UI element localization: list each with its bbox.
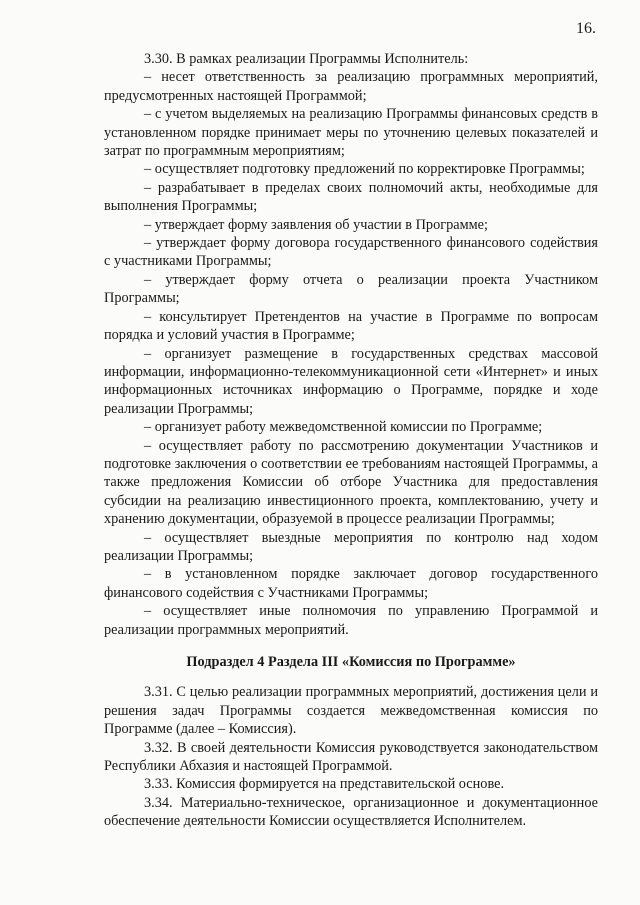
section-3-31-paragraph: 3.31. С целью реализации программных мероприятий, достижения цели и решения задач Программы создается межведомственная комиссия по Программе (далее – Комиссия).	[104, 684, 598, 738]
document-page	[104, 0, 598, 905]
list-item: – утверждает форму заявления об участии в Программе;	[144, 216, 488, 233]
section-3-33-paragraph: 3.33. Комиссия формируется на представительской основе.	[144, 776, 505, 793]
page-content	[104, 50, 598, 831]
list-item: – осуществляет иные полномочия по управлению Программой и реализации программных мероприятий.	[104, 603, 598, 638]
list-item: – утверждает форму отчета о реализации проекта Участником Программы;	[104, 271, 598, 307]
list-item: – в установленном порядке заключает договор государственного финансового содействия с Участниками Программы;	[104, 566, 598, 601]
subsection-heading: Подраздел 4 Раздела III «Комиссия по Программе»	[186, 654, 516, 670]
list-item: – несет ответственность за реализацию программных мероприятий, предусмотренных настоящей Программой;	[104, 69, 598, 104]
list-item: – разрабатывает в пределах своих полномочий акты, необходимые для выполнения Программы;	[104, 179, 598, 215]
list-item: – консультирует Претендентов на участие в Программе по вопросам порядка и условий участия в Программе;	[104, 308, 598, 344]
list-item: – утверждает форму договора государственного финансового содействия с участниками Программы;	[104, 235, 598, 270]
list-item: – осуществляет выездные мероприятия по контролю над ходом реализации Программы;	[104, 529, 598, 564]
list-item: – организует работу межведомственной комиссии по Программе;	[144, 419, 543, 436]
list-item: – осуществляет работу по рассмотрению документации Участников и подготовке заключения о соответствии ее требованиям настоящей Программы, а также предложения Комиссии об отборе Участника для предоставления субсидии на реализацию инвестиционного проекта, комплектованию, учету и хранению документации, образуемой в процессе реализации Программы;	[104, 437, 598, 528]
section-3-34-paragraph: 3.34. Материально-техническое, организационное и документационное обеспечение деятельности Комиссии осуществляется Исполнителем.	[104, 794, 598, 830]
list-item: – с учетом выделяемых на реализацию Программы финансовых средств в установленном порядке принимает меры по уточнению целевых показателей и затрат по программным мероприятиям;	[104, 106, 598, 160]
section-3-32-paragraph: 3.32. В своей деятельности Комиссия руководствуется законодательством Республики Абхазия и настоящей Программой.	[104, 739, 598, 775]
list-item: – организует размещение в государственных средствах массовой информации, информационно-телекоммуникационной сети «Интернет» и иных информационных источниках информацию о Программе, порядке и ходе реализации Программы;	[104, 345, 598, 417]
page-number: 16.	[576, 20, 596, 37]
list-item: – осуществляет подготовку предложений по корректировке Программы;	[144, 161, 585, 178]
section-3-30-intro: 3.30. В рамках реализации Программы Исполнитель:	[144, 51, 469, 67]
